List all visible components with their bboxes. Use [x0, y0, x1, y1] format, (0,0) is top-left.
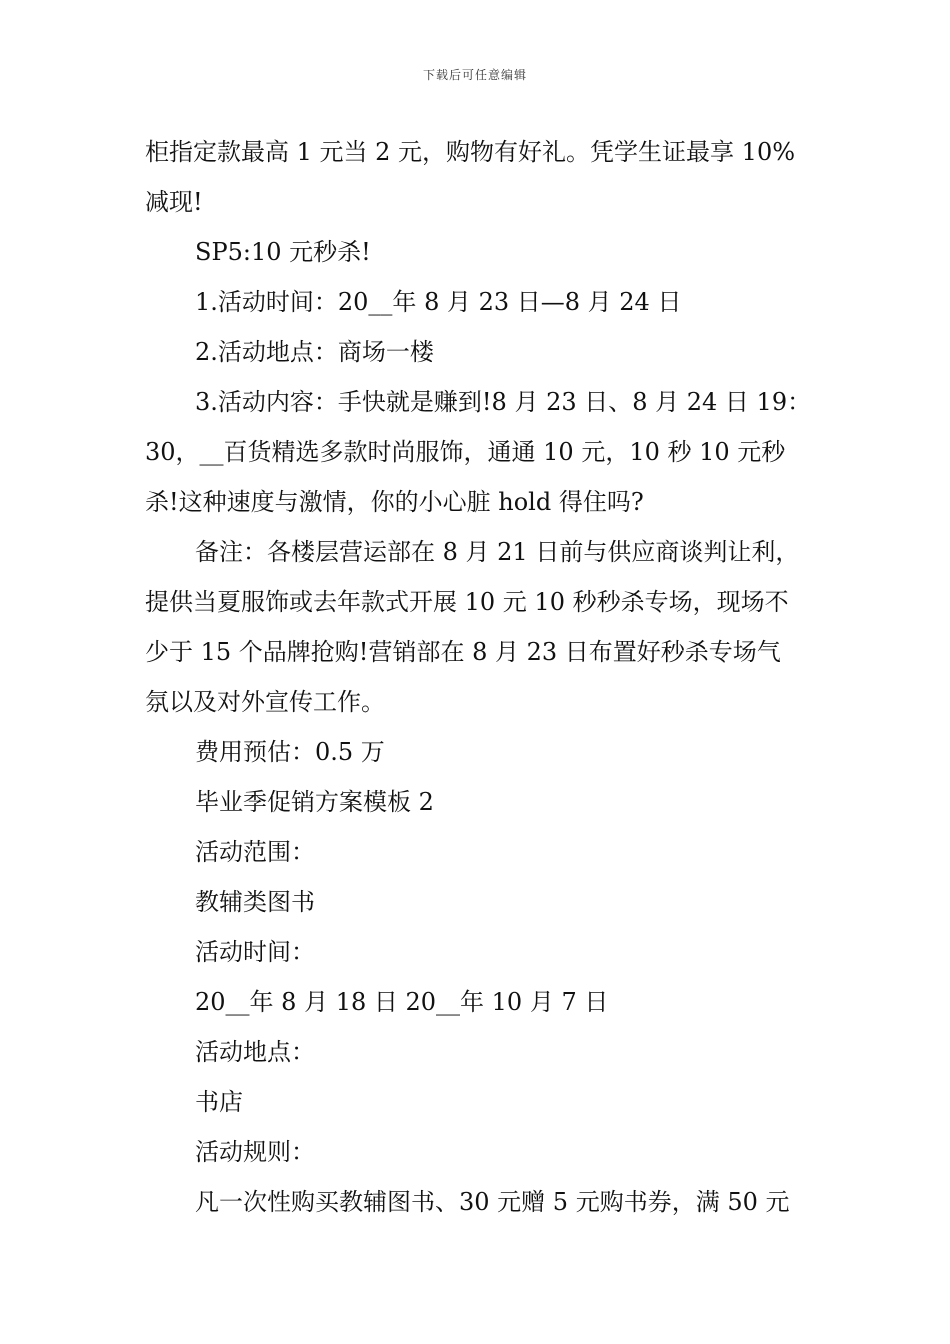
document-body	[145, 127, 815, 1227]
field-value: 书店	[195, 1088, 243, 1116]
paragraph-line: 费用预估：0.5 万	[195, 738, 385, 766]
section-title: 毕业季促销方案模板 2	[195, 788, 434, 816]
paragraph-line: 氛以及对外宣传工作。	[145, 688, 385, 716]
list-item: 1.活动时间：20__年 8 月 23 日—8 月 24 日	[195, 288, 682, 316]
page-header-note: 下载后可任意编辑	[422, 68, 527, 82]
list-item: 3.活动内容：手快就是赚到!8 月 23 日、8 月 24 日 19：	[195, 388, 812, 416]
paragraph-line: 杀!这种速度与激情，你的小心脏 hold 得住吗?	[145, 488, 644, 516]
paragraph-line: 备注：各楼层营运部在 8 月 21 日前与供应商谈判让利，	[195, 538, 800, 566]
section-heading: SP5:10 元秒杀!	[195, 238, 371, 266]
paragraph-line: 提供当夏服饰或去年款式开展 10 元 10 秒秒杀专场，现场不	[145, 588, 789, 616]
field-value: 教辅类图书	[195, 888, 315, 916]
paragraph-line: 30，__百货精选多款时尚服饰，通通 10 元，10 秒 10 元秒	[145, 438, 786, 466]
field-label: 活动规则：	[195, 1138, 315, 1166]
list-item: 2.活动地点：商场一楼	[195, 338, 434, 366]
field-value: 20__年 8 月 18 日 20__年 10 月 7 日	[195, 988, 609, 1016]
field-value: 凡一次性购买教辅图书、30 元赠 5 元购书券，满 50 元	[195, 1188, 790, 1216]
field-label: 活动范围：	[195, 838, 315, 866]
field-label: 活动时间：	[195, 938, 315, 966]
paragraph-line: 减现!	[145, 188, 203, 216]
paragraph-line: 柜指定款最高 1 元当 2 元，购物有好礼。凭学生证最享 10%	[145, 138, 796, 166]
paragraph-line: 少于 15 个品牌抢购!营销部在 8 月 23 日布置好秒杀专场气	[145, 638, 781, 666]
field-label: 活动地点：	[195, 1038, 315, 1066]
